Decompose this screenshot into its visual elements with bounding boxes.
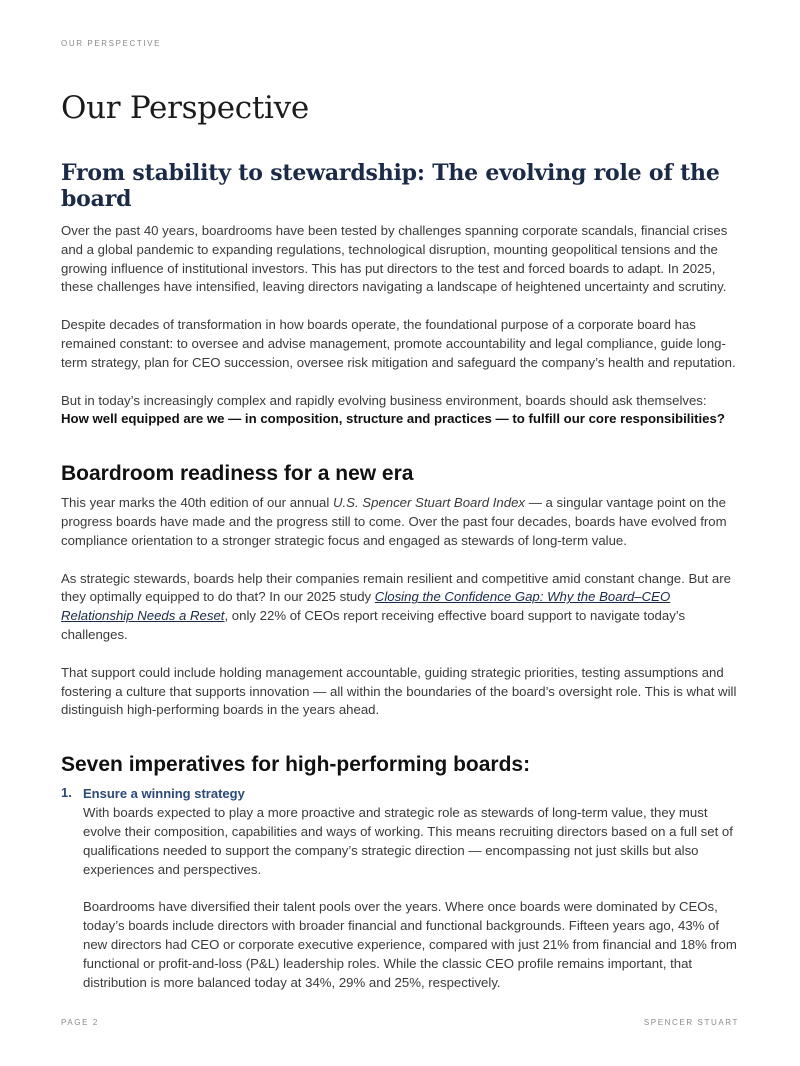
paragraph-lead: But in today’s increasingly complex and rapidly evolving business environment, boards should ask themselves:: [61, 392, 707, 408]
key-question: How well equipped are we — in composition, structure and practices — to fulfill our core responsibilities?: [61, 411, 725, 427]
paragraph: [61, 494, 741, 550]
list-item: [61, 785, 741, 992]
list-number: 1.: [61, 785, 72, 801]
text-run: — a singular vantage point on the progress boards have made and the progress still to come. Over the past four decades, boards have evolved from compliance orientation to a stronger strategic focus and engaged as stewards of long-term value.: [61, 495, 727, 548]
text-run: , only 22% of CEOs report receiving effective board support to navigate today’s challenges.: [61, 608, 686, 642]
study-link[interactable]: Closing the Confidence Gap: Why the Board–CEO Relationship Needs a Reset: [61, 589, 671, 624]
section-eyebrow: OUR PERSPECTIVE: [61, 39, 162, 48]
text-run: This year marks the 40th edition of our annual: [61, 495, 333, 511]
text-run: As strategic stewards, boards help their companies remain resilient and competitive amid constant change. But are they optimally equipped to do that? In our 2025 study: [61, 570, 731, 605]
paragraph: [61, 392, 741, 430]
section-heading-stewardship: From stability to stewardship: The evolving role of the board: [61, 160, 720, 212]
paragraph: Over the past 40 years, boardrooms have been tested by challenges spanning corporate scandals, financial crises and a global pandemic to expanding regulations, technological disruption, mounting geopolitical tensions and the growing influence of institutional investors. This has put directors to the test and forced boards to adapt. In 2025, these challenges have intensified, leaving directors navigating a landscape of heightened uncertainty and scrutiny.: [61, 223, 728, 295]
section-heading-readiness: Boardroom readiness for a new era: [61, 462, 414, 486]
section-heading-imperatives: Seven imperatives for high-performing boards:: [61, 753, 531, 777]
imperatives-list: [61, 785, 741, 992]
publication-title: U.S. Spencer Stuart Board Index: [332, 495, 526, 511]
main-content: [61, 160, 741, 1011]
paragraph: That support could include holding management accountable, guiding strategic priorities, testing assumptions and fostering a culture that supports innovation — all within the boundaries of the board’s oversight role. This is what will distinguish high-performing boards in the years ahead.: [61, 664, 737, 718]
page-title: Our Perspective: [61, 90, 309, 126]
list-item-title: Ensure a winning strategy: [83, 786, 245, 802]
brand-name: SPENCER STUART: [643, 1018, 739, 1027]
paragraph: Despite decades of transformation in how boards operate, the foundational purpose of a corporate board has remained constant: to oversee and advise management, promote accountability and legal compliance, guide long-term strategy, plan for CEO succession, oversee risk mitigation and safeguard the company’s health and reputation.: [61, 317, 736, 370]
paragraph: [61, 570, 741, 645]
paragraph: With boards expected to play a more proactive and strategic role as stewards of long-term value, they must evolve their composition, capabilities and ways of working. This means recruiting directors based on a full set of qualifications needed to support the company’s strategic direction — encompassing not just skills but also experiences and perspectives.: [83, 805, 733, 877]
page-number: PAGE 2: [61, 1018, 99, 1027]
paragraph: Boardrooms have diversified their talent pools over the years. Where once boards were dominated by CEOs, today’s boards include directors with broader financial and functional backgrounds. Fifteen years ago, 43% of new directors had CEO or corporate executive experience, compared with just 21% from financial and 18% from functional or profit-and-loss (P&L) leadership roles. While the classic CEO profile remains important, that distribution is more balanced today at 34%, 29% and 25%, respectively.: [83, 899, 737, 990]
